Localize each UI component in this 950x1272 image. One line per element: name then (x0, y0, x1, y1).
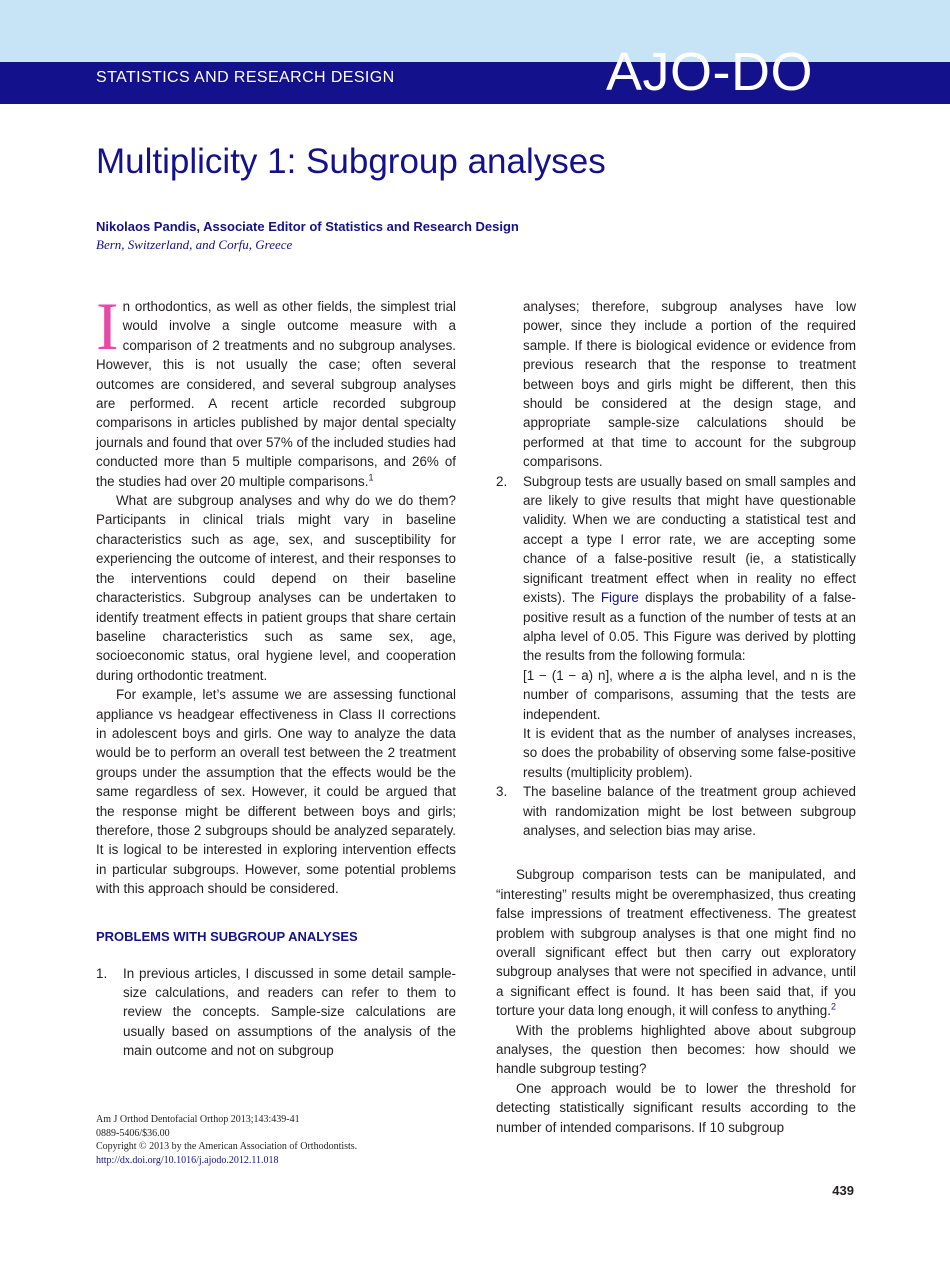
article-title: Multiplicity 1: Subgroup analyses (96, 142, 606, 181)
problem-item-1-text-continued: analyses; therefore, subgroup analyses have low power, since they include a portion of the required sample. If there is biological evidence or evidence from previous research that the response to treatment between boys and girls might be different, then this should be considered at the design stage, and appropriate sample-size calculations should be performed at that time to account for the subgroup comparisons. (523, 299, 856, 470)
problem-item-3-text: The baseline balance of the treatment group achieved with randomization might be lost between subgroup analyses, and selection bias may arise. (523, 784, 856, 838)
problem-item-1-continued (496, 297, 856, 472)
right-column (496, 297, 856, 1137)
formula-explanation: is the alpha level, and n is the number of comparisons, assuming that the tests are independent. (523, 667, 856, 722)
copyright-notice: Copyright © 2013 by the American Association of Orthodontists. (96, 1141, 358, 1152)
drop-cap: I (96, 288, 119, 364)
issn-price: 0889-5406/$36.00 (96, 1127, 170, 1139)
problem-item-1 (96, 964, 456, 1061)
figure-link[interactable]: Figure (600, 590, 639, 606)
list-spacer (496, 840, 856, 865)
approach-paragraph: One approach would be to lower the threshold for detecting statistically significant results according to the number of intended comparisons. If 10 subgroup (496, 1080, 856, 1135)
intro-paragraph (96, 288, 456, 491)
formula-text: [1 − (1 − a) n], where (523, 667, 655, 683)
problem-item-3 (496, 782, 856, 840)
intro-text: n orthodontics, as well as other fields, the simplest trial would involve a single outcome measure with a comparison of 2 treatments and no subgroup analyses. However, this is not usually the case; often several outcomes are considered, and several subgroup analyses are performed. A recent article recorded subgroup comparisons in articles published by major dental specialty journals and found that over 57% of the included studies had conducted more than 5 multiple comparisons, and 26% of the studies had over 20 multiple comparisons. (96, 299, 456, 489)
journal-citation: Am J Orthod Dentofacial Orthop 2013;143:439-41 (96, 1114, 300, 1125)
problem-item-2-text-continued: displays the probability of a false-positive result as a function of the number of tests at an alpha level of 0.05. This Figure was derived by plotting the results from the following formula: (523, 590, 856, 664)
problems-list-continued (496, 297, 856, 840)
item-number: 1. (96, 965, 108, 981)
left-column (96, 288, 456, 1061)
problems-heading: PROBLEMS WITH SUBGROUP ANALYSES (96, 928, 358, 944)
example-paragraph: For example, let’s assume we are assessing functional appliance vs headgear effectiveness in Class II corrections in adolescent boys and girls. One way to analyze the data would be to perform an overall test between the 2 treatment groups under the assumption that the effects would be the same regardless of sex. However, it could be argued that the response might be different between boys and girls; therefore, those 2 subgroups should be analyzed separately. It is logical to be interested in exploring intervention effects in particular subgroups. However, some potential problems with this approach should be considered. (96, 687, 456, 897)
reference-link-2[interactable]: 2 (830, 1001, 836, 1012)
problem-item-1-text: In previous articles, I discussed in some detail sample-size calculations, and readers can refer to them to review the concepts. Sample-size calculations are usually based on assumptions of the analysis of the main outcome and not on subgroup (123, 965, 456, 1059)
formula-variable: a (659, 667, 667, 683)
manipulation-text: Subgroup comparison tests can be manipulated, and “interesting” results might be overemphasized, thus creating false impressions of treatment effectiveness. The greatest problem with subgroup analyses is that one might find no overall significant effect but then carry out exploratory subgroup analyses that were not specified in advance, until a significant effect is found. It has been said that, if you torture your data long enough, it will confess to anything. (496, 867, 856, 1019)
journal-logo: AJO-DO (606, 42, 814, 102)
reference-link-1[interactable]: 1 (368, 472, 374, 483)
page-number: 439 (832, 1183, 854, 1198)
article-footnote (96, 1113, 456, 1167)
author-affiliation: Bern, Switzerland, and Corfu, Greece (96, 237, 293, 252)
question-paragraph: With the problems highlighted above about subgroup analyses, the question then becomes: how should we handle subgroup testing? (496, 1022, 856, 1077)
problem-item-2 (496, 472, 856, 783)
multiplicity-note: It is evident that as the number of analyses increases, so does the probability of observing some false-positive results (multiplicity problem). (523, 725, 856, 780)
manipulation-paragraph (496, 865, 856, 1020)
subgroup-definition-paragraph: What are subgroup analyses and why do we do them? Participants in clinical trials might vary in baseline characteristics such as age, sex, and susceptibility for experiencing the outcome of interest, and their responses to the interventions could depend on their baseline characteristics. Subgroup analyses can be undertaken to identify treatment effects in patient groups that share certain baseline characteristics such as same sex, age, socioeconomic status, oral hygiene level, and cooperation during orthodontic treatment. (96, 493, 456, 683)
item-number: 3. (496, 784, 508, 800)
problem-item-2-text: Subgroup tests are usually based on small samples and are likely to give results that might have questionable validity. When we are conducting a statistical test and accept a type I error rate, we are accepting some chance of a false-positive result (ie, a statistically significant treatment effect when in reality no effect exists). The (523, 473, 856, 606)
section-title: STATISTICS AND RESEARCH DESIGN (96, 69, 395, 86)
doi-link[interactable]: http://dx.doi.org/10.1016/j.ajodo.2012.11.018 (96, 1154, 279, 1166)
author-line: Nikolaos Pandis, Associate Editor of Statistics and Research Design (96, 219, 519, 234)
problems-list (96, 964, 456, 1061)
item-number: 2. (496, 473, 508, 489)
